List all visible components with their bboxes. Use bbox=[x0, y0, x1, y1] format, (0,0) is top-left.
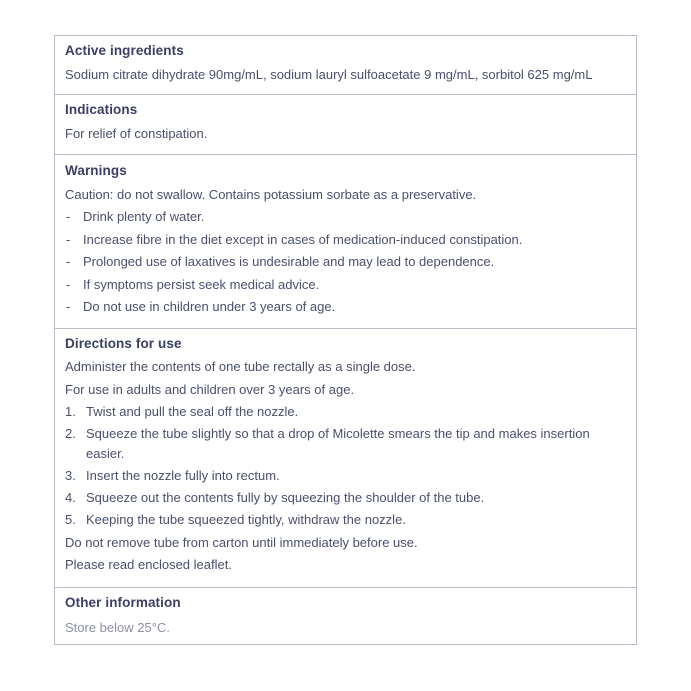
section-body-other-information bbox=[55, 617, 636, 648]
list-item-label: Insert the nozzle fully into rectum. bbox=[86, 468, 280, 484]
section-warnings bbox=[55, 155, 636, 329]
list-item-label: Twist and pull the seal off the nozzle. bbox=[86, 403, 299, 419]
section-body-directions bbox=[55, 357, 636, 586]
storage-text: Store below 25°C. bbox=[65, 619, 170, 635]
section-title-active-ingredients: Active ingredients bbox=[65, 43, 184, 58]
list-item-label: Prolonged use of laxatives is undesirable and may lead to dependence. bbox=[83, 254, 495, 270]
bullet-dash-icon: - bbox=[66, 231, 71, 247]
section-body-indications bbox=[55, 124, 636, 154]
section-body-warnings bbox=[55, 185, 636, 328]
list-item-label: Squeeze out the contents fully by squeezing the shoulder of the tube. bbox=[86, 490, 485, 506]
step-number: 2. bbox=[65, 425, 76, 441]
list-item-label: If symptoms persist seek medical advice. bbox=[83, 276, 320, 292]
list-item-label: Keeping the tube squeezed tightly, withdraw the nozzle. bbox=[86, 512, 406, 528]
section-indications bbox=[55, 95, 636, 155]
list-item-label: Increase fibre in the diet except in cases of medication-induced constipation. bbox=[83, 231, 523, 247]
directions-intro-1: Administer the contents of one tube rectally as a single dose. bbox=[65, 359, 416, 375]
bullet-dash-icon: - bbox=[66, 209, 71, 225]
list-item-label: Squeeze the tube slightly so that a drop of Micolette smears the tip and makes insertion easier. bbox=[86, 425, 590, 461]
bullet-dash-icon: - bbox=[66, 254, 71, 270]
section-title-warnings: Warnings bbox=[65, 163, 127, 179]
step-number: 4. bbox=[65, 490, 76, 506]
warnings-bullet-list bbox=[65, 207, 626, 317]
list-item bbox=[65, 424, 626, 464]
directions-step-list bbox=[65, 402, 626, 531]
section-directions-for-use bbox=[55, 329, 636, 588]
list-item-label: Do not use in children under 3 years of age. bbox=[83, 299, 336, 315]
product-label-panel bbox=[54, 35, 637, 645]
list-item bbox=[65, 275, 626, 295]
directions-intro-2: For use in adults and children over 3 years of age. bbox=[65, 381, 355, 397]
list-item bbox=[65, 230, 626, 250]
step-number: 5. bbox=[65, 512, 76, 528]
list-item bbox=[65, 207, 626, 227]
section-title-directions: Directions for use bbox=[65, 335, 182, 351]
list-item bbox=[65, 466, 626, 486]
bullet-dash-icon: - bbox=[66, 299, 71, 315]
section-other-information bbox=[55, 588, 636, 648]
directions-outro-1: Do not remove tube from carton until immediately before use. bbox=[65, 534, 418, 550]
list-item bbox=[65, 488, 626, 508]
bullet-dash-icon: - bbox=[66, 276, 71, 292]
step-number: 3. bbox=[65, 468, 76, 484]
step-number: 1. bbox=[65, 403, 76, 419]
section-active-ingredients bbox=[55, 36, 636, 95]
section-body-active-ingredients bbox=[55, 65, 636, 94]
list-item bbox=[65, 402, 626, 422]
section-title-indications: Indications bbox=[65, 102, 138, 118]
list-item bbox=[65, 252, 626, 272]
list-item-label: Drink plenty of water. bbox=[83, 209, 205, 225]
active-ingredients-text: Sodium citrate dihydrate 90mg/mL, sodium lauryl sulfoacetate 9 mg/mL, sorbitol 625 mg/mL bbox=[65, 66, 593, 82]
directions-outro-2: Please read enclosed leaflet. bbox=[65, 556, 232, 572]
section-title-other-information: Other information bbox=[65, 594, 181, 610]
list-item bbox=[65, 297, 626, 317]
warnings-caution-text: Caution: do not swallow. Contains potassium sorbate as a preservative. bbox=[65, 186, 477, 202]
indications-text: For relief of constipation. bbox=[65, 125, 208, 141]
list-item bbox=[65, 510, 626, 530]
